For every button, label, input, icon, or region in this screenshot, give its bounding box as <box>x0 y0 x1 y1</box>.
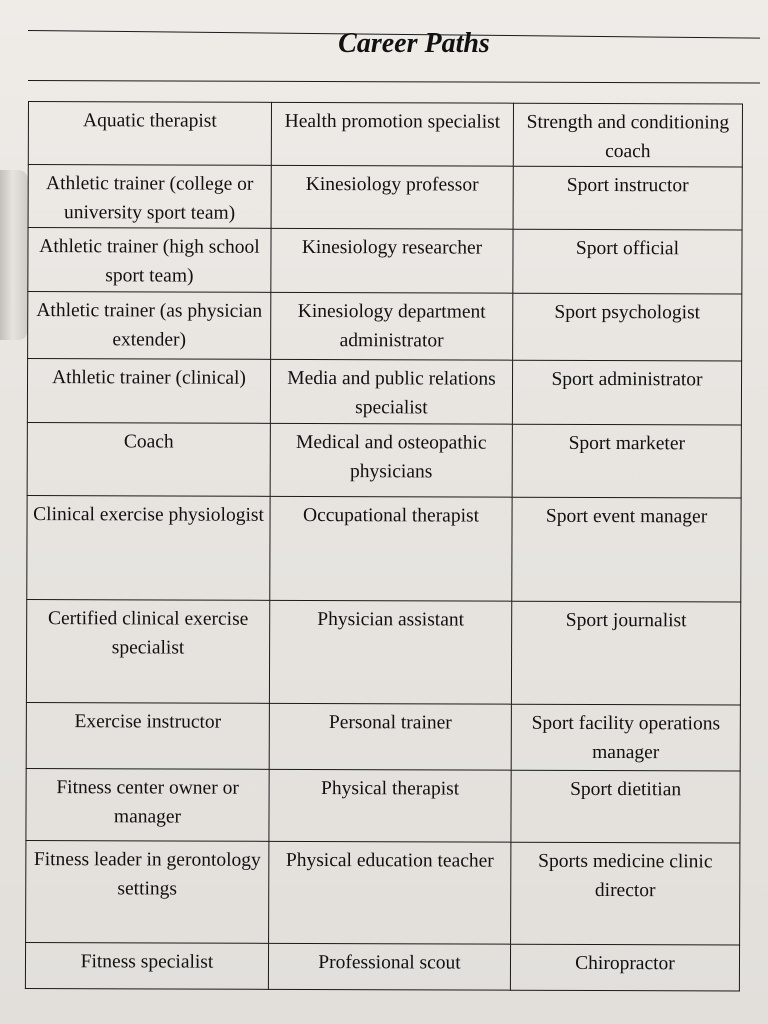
page-binding-shadow <box>0 170 28 340</box>
table-cell: Sport marketer <box>512 425 741 499</box>
table-cell: Athletic trainer (high school sport team) <box>28 228 271 293</box>
table-row <box>26 840 740 945</box>
table-row <box>26 768 740 843</box>
table-row <box>27 359 741 426</box>
table-cell: Exercise instructor <box>26 702 269 769</box>
table-cell: Strength and conditioning coach <box>513 103 742 167</box>
table-cell: Clinical exercise physiologist <box>27 496 270 600</box>
table-row <box>27 496 741 602</box>
table-cell: Fitness leader in gerontology settings <box>26 840 269 943</box>
table-cell: Chiropractor <box>510 944 739 991</box>
table-cell: Physical therapist <box>269 769 511 842</box>
table-cell: Sport psychologist <box>513 293 742 361</box>
table-cell: Athletic trainer (college or university sport team) <box>28 165 271 229</box>
table-cell: Coach <box>27 423 270 497</box>
table-cell: Kinesiology department administrator <box>271 293 513 361</box>
table-cell: Occupational therapist <box>270 497 512 601</box>
page-title: Career Paths <box>338 28 490 59</box>
table-cell: Sport dietitian <box>511 770 740 843</box>
table-cell: Sport official <box>513 229 742 294</box>
table-cell: Athletic trainer (clinical) <box>27 359 270 424</box>
table-row <box>27 423 741 499</box>
table-row <box>26 599 740 705</box>
table-cell: Sport journalist <box>511 601 740 705</box>
table-cell: Sport administrator <box>512 360 741 425</box>
table-row <box>26 702 740 771</box>
table-cell: Kinesiology professor <box>271 165 513 229</box>
table-row <box>25 942 739 991</box>
table-cell: Health promotion specialist <box>271 102 513 166</box>
table-row <box>28 228 742 295</box>
table-cell: Media and public relations specialist <box>270 360 512 425</box>
table-cell: Professional scout <box>268 943 510 990</box>
table-cell: Fitness center owner or manager <box>26 768 269 841</box>
table-row <box>28 165 742 231</box>
table-row <box>28 292 742 362</box>
table-cell: Certified clinical exercise specialist <box>26 599 269 703</box>
table-cell: Physician assistant <box>269 600 511 704</box>
table-cell: Fitness specialist <box>25 942 268 989</box>
table-cell: Sport facility operations manager <box>511 704 740 771</box>
table-cell: Personal trainer <box>269 703 511 770</box>
table-cell: Sport instructor <box>513 166 742 230</box>
table-cell: Medical and osteopathic physicians <box>270 424 512 498</box>
table-cell: Physical education teacher <box>269 841 511 944</box>
table-row <box>28 102 742 168</box>
table-cell: Kinesiology researcher <box>271 228 513 293</box>
table-cell: Sports medicine clinic director <box>511 842 740 945</box>
table-cell: Aquatic therapist <box>28 102 271 166</box>
table-cell: Sport event manager <box>512 498 741 602</box>
career-paths-table <box>25 101 743 991</box>
table-cell: Athletic trainer (as physician extender) <box>28 292 271 360</box>
header-bottom-rule <box>28 80 760 84</box>
